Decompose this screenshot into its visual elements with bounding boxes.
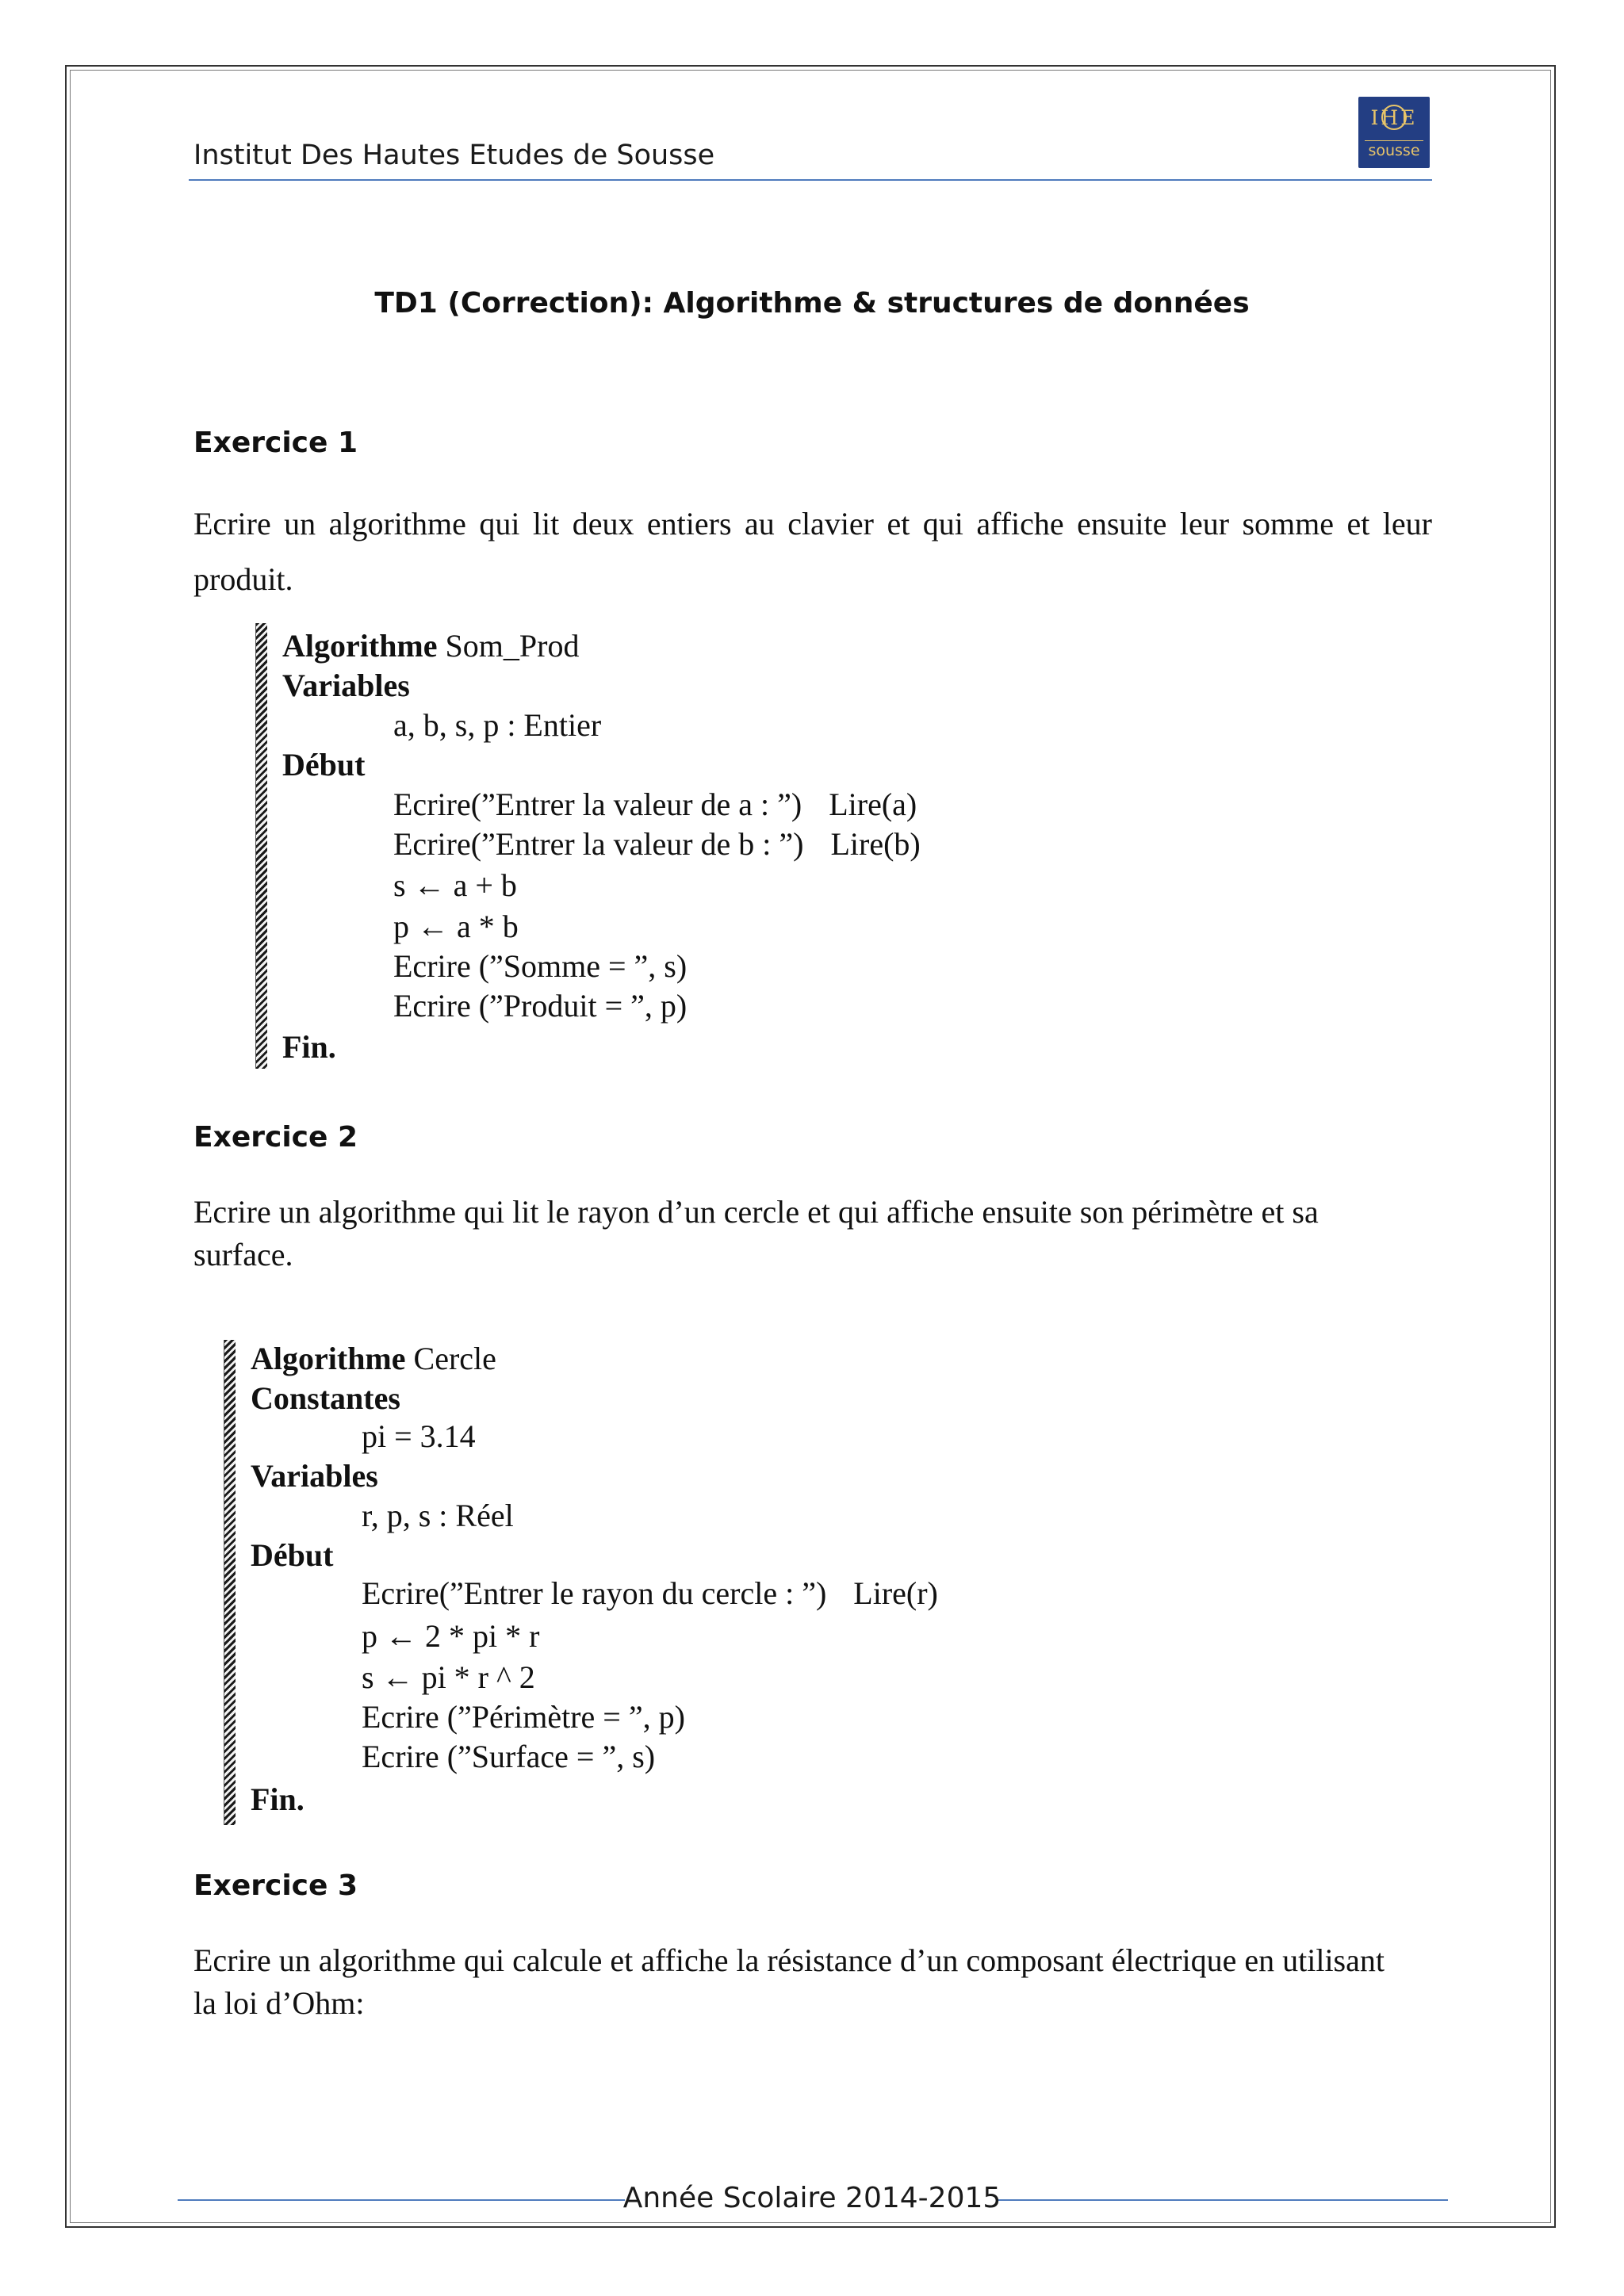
exercise-3-heading: Exercice 3 xyxy=(193,1869,358,1902)
logo-divider xyxy=(1365,140,1423,141)
exercise-1-statement: Ecrire un algorithme qui lit deux entiers au clavier et qui affiche ensuite leur somme et leur produit. xyxy=(193,506,1432,597)
algo-name: Cercle xyxy=(413,1341,496,1376)
footer-school-year: Année Scolaire 2014-2015 xyxy=(622,2182,1002,2214)
statement-line-1: Ecrire un algorithme qui lit le rayon d’un cercle et qui affiche ensuite son périmètre et sa xyxy=(193,1194,1319,1230)
statement-line: Ecrire(”Entrer le rayon du cercle : ”) Lire(r) xyxy=(362,1575,938,1611)
code-margin-bar xyxy=(224,1340,236,1825)
statement-line: Ecrire (”Surface = ”, s) xyxy=(362,1739,656,1774)
variables-keyword: Variables xyxy=(251,1458,378,1494)
algo-name: Som_Prod xyxy=(445,628,580,664)
institute-logo xyxy=(1358,97,1430,168)
exercise-2-heading: Exercice 2 xyxy=(193,1121,358,1154)
statement-line: Ecrire(”Entrer la valeur de a : ”) Lire(a) xyxy=(393,786,917,822)
statement-line: Ecrire(”Entrer la valeur de b : ”) Lire(b) xyxy=(393,826,921,862)
header-institute-name: Institut Des Hautes Etudes de Sousse xyxy=(193,140,715,171)
statement-line: Ecrire (”Périmètre = ”, p) xyxy=(362,1699,685,1735)
statement-line-1: Ecrire un algorithme qui calcule et affiche la résistance d’un composant électrique en utilisant xyxy=(193,1942,1385,1978)
statement-line: Ecrire (”Somme = ”, s) xyxy=(393,948,688,984)
logo-initials: IHE xyxy=(1370,106,1418,129)
algo-header-line xyxy=(282,627,579,664)
constants-declaration: pi = 3.14 xyxy=(362,1418,476,1454)
exercise-1-heading: Exercice 1 xyxy=(193,427,358,459)
statement-line: Ecrire (”Produit = ”, p) xyxy=(393,988,688,1024)
begin-keyword: Début xyxy=(282,747,366,783)
exercise-2-algorithm xyxy=(224,1340,938,1825)
statement-line-2: la loi d’Ohm: xyxy=(193,1985,365,2021)
exercise-1-algorithm xyxy=(255,623,921,1069)
statement-line: s ← pi * r ^ 2 xyxy=(362,1659,535,1695)
logo-city: sousse xyxy=(1368,142,1420,159)
variables-declaration: a, b, s, p : Entier xyxy=(393,707,602,743)
begin-keyword: Début xyxy=(251,1537,334,1573)
statement-line-2: surface. xyxy=(193,1237,293,1272)
algo-keyword: Algorithme xyxy=(282,628,438,664)
document-title: TD1 (Correction): Algorithme & structures de données xyxy=(374,287,1250,320)
exercise-3-statement xyxy=(193,1939,1432,2025)
constants-keyword: Constantes xyxy=(251,1380,400,1416)
exercise-2-statement xyxy=(193,1191,1432,1276)
algo-keyword: Algorithme xyxy=(251,1341,406,1376)
algo-header-line xyxy=(251,1340,496,1377)
end-keyword: Fin. xyxy=(282,1029,336,1065)
statement-line: p ← a * b xyxy=(393,909,519,944)
header-rule xyxy=(189,179,1432,181)
end-keyword: Fin. xyxy=(251,1781,304,1817)
code-margin-bar xyxy=(255,623,267,1069)
variables-keyword: Variables xyxy=(282,668,410,703)
statement-line: s ← a + b xyxy=(393,867,517,903)
variables-declaration: r, p, s : Réel xyxy=(362,1498,514,1533)
statement-line: p ← 2 * pi * r xyxy=(362,1618,540,1654)
